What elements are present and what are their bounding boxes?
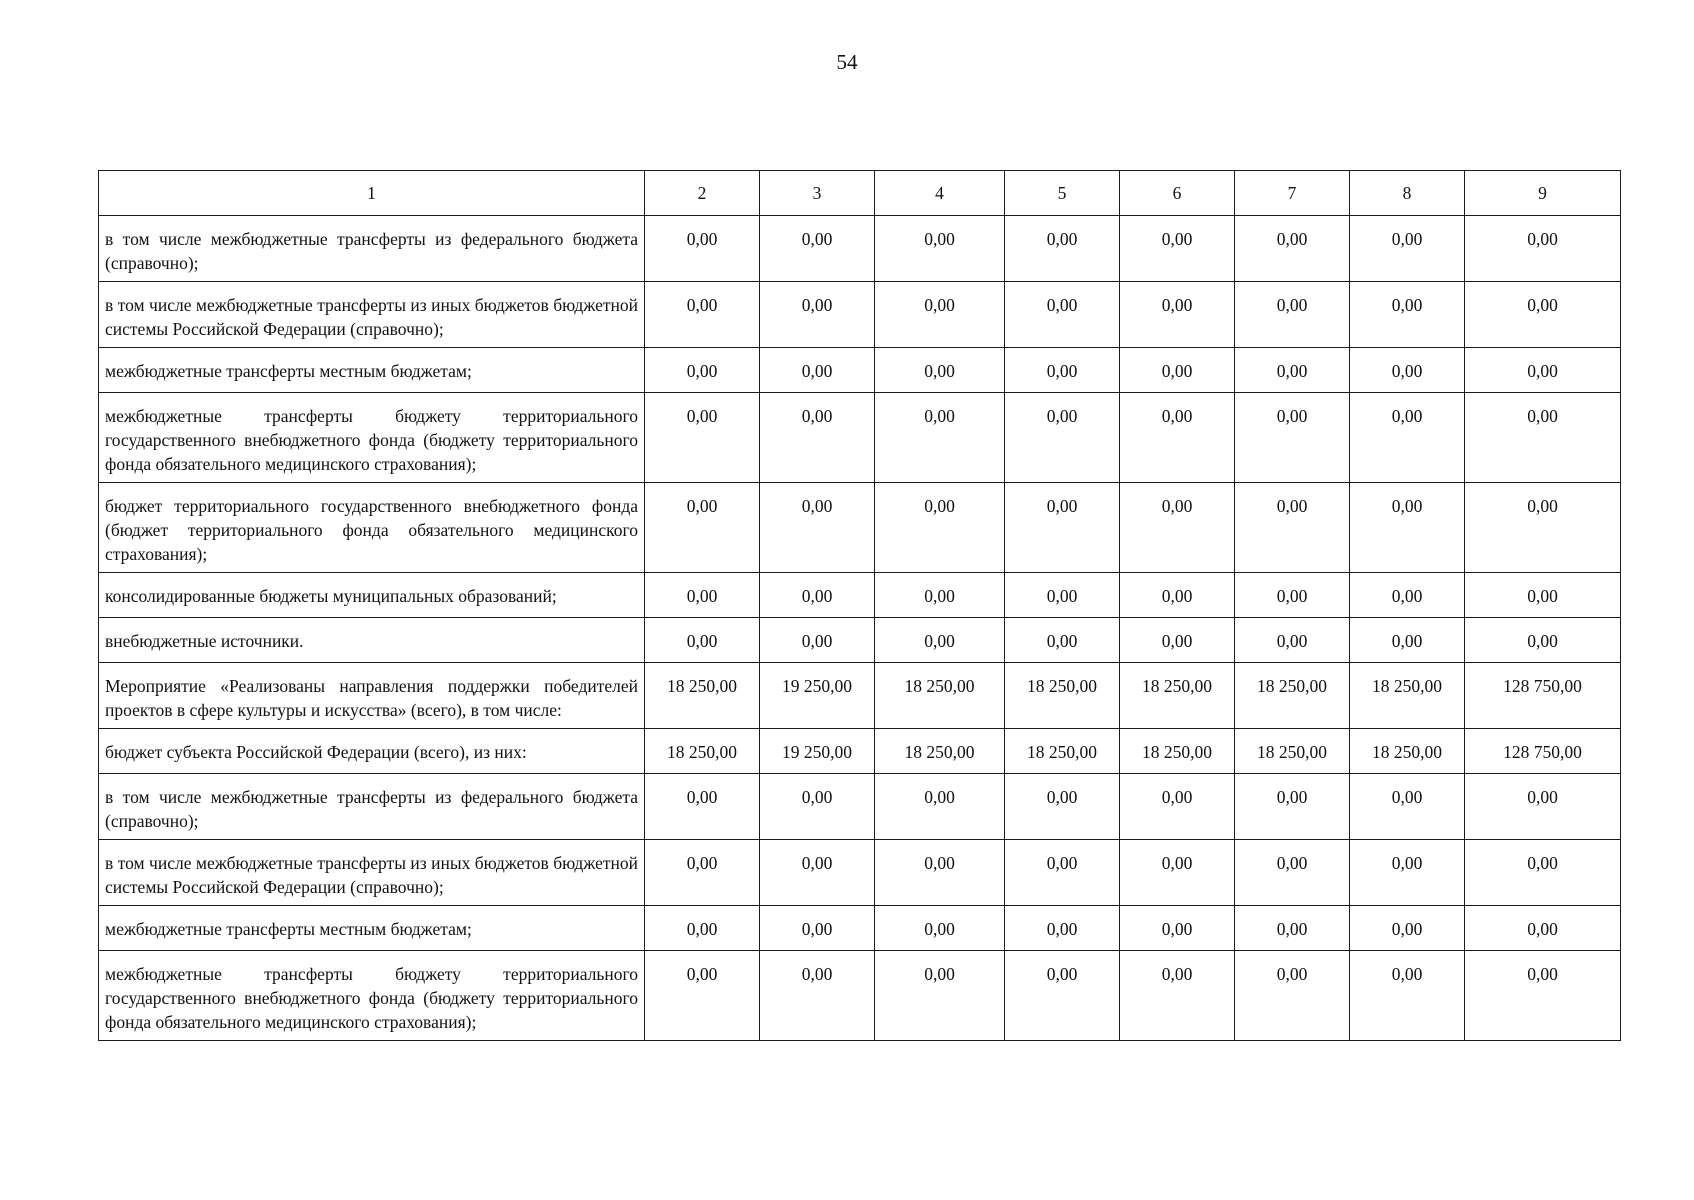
value-cell: 18 250,00 [645, 663, 760, 729]
row-label: бюджет субъекта Российской Федерации (всего), из них: [99, 729, 645, 774]
value-cell: 0,00 [1005, 573, 1120, 618]
value-cell: 0,00 [1235, 618, 1350, 663]
value-cell: 18 250,00 [1235, 663, 1350, 729]
value-cell: 0,00 [1235, 906, 1350, 951]
table-row [99, 906, 1621, 951]
value-cell: 128 750,00 [1465, 663, 1621, 729]
row-label: Мероприятие «Реализованы направления поддержки победителей проектов в сфере культуры и искусства» (всего), в том числе: [99, 663, 645, 729]
value-cell: 0,00 [760, 840, 875, 906]
value-cell: 0,00 [875, 216, 1005, 282]
row-label: в том числе межбюджетные трансферты из иных бюджетов бюджетной системы Российской Федерации (справочно); [99, 282, 645, 348]
row-label: внебюджетные источники. [99, 618, 645, 663]
value-cell: 0,00 [1235, 393, 1350, 483]
value-cell: 0,00 [875, 573, 1005, 618]
value-cell: 0,00 [875, 393, 1005, 483]
table-row [99, 840, 1621, 906]
value-cell: 0,00 [645, 774, 760, 840]
value-cell: 0,00 [760, 483, 875, 573]
value-cell: 18 250,00 [1120, 729, 1235, 774]
value-cell: 18 250,00 [1120, 663, 1235, 729]
value-cell: 0,00 [875, 348, 1005, 393]
value-cell: 0,00 [760, 906, 875, 951]
value-cell: 18 250,00 [645, 729, 760, 774]
value-cell: 0,00 [1235, 216, 1350, 282]
value-cell: 0,00 [1350, 483, 1465, 573]
row-label: межбюджетные трансферты бюджету территориального государственного внебюджетного фонда (бюджету территориального фонда обязательного медицинского страхования); [99, 951, 645, 1041]
value-cell: 0,00 [1120, 393, 1235, 483]
value-cell: 0,00 [645, 348, 760, 393]
value-cell: 0,00 [1465, 906, 1621, 951]
value-cell: 0,00 [1120, 774, 1235, 840]
value-cell: 0,00 [1005, 348, 1120, 393]
value-cell: 0,00 [1235, 840, 1350, 906]
value-cell: 0,00 [645, 573, 760, 618]
column-header: 6 [1120, 171, 1235, 216]
table-row [99, 573, 1621, 618]
value-cell: 0,00 [645, 393, 760, 483]
row-label: межбюджетные трансферты местным бюджетам; [99, 348, 645, 393]
column-header: 8 [1350, 171, 1465, 216]
value-cell: 0,00 [645, 906, 760, 951]
page-number: 54 [836, 50, 858, 74]
value-cell: 0,00 [875, 618, 1005, 663]
value-cell: 0,00 [760, 618, 875, 663]
value-cell: 0,00 [760, 951, 875, 1041]
value-cell: 0,00 [1235, 573, 1350, 618]
table-row [99, 348, 1621, 393]
value-cell: 0,00 [1005, 906, 1120, 951]
value-cell: 0,00 [1465, 216, 1621, 282]
table-row [99, 663, 1621, 729]
value-cell: 0,00 [1350, 840, 1465, 906]
value-cell: 0,00 [645, 951, 760, 1041]
value-cell: 0,00 [1005, 483, 1120, 573]
column-header: 5 [1005, 171, 1120, 216]
value-cell: 0,00 [1120, 840, 1235, 906]
table-row [99, 216, 1621, 282]
value-cell: 0,00 [760, 573, 875, 618]
value-cell: 0,00 [1235, 483, 1350, 573]
value-cell: 0,00 [1465, 393, 1621, 483]
value-cell: 0,00 [1350, 951, 1465, 1041]
value-cell: 0,00 [1005, 774, 1120, 840]
value-cell: 0,00 [1350, 216, 1465, 282]
row-label: межбюджетные трансферты местным бюджетам; [99, 906, 645, 951]
value-cell: 0,00 [1235, 774, 1350, 840]
value-cell: 0,00 [645, 840, 760, 906]
value-cell: 18 250,00 [1005, 663, 1120, 729]
value-cell: 0,00 [1120, 906, 1235, 951]
value-cell: 0,00 [1120, 348, 1235, 393]
value-cell: 0,00 [1005, 951, 1120, 1041]
column-header: 2 [645, 171, 760, 216]
value-cell: 0,00 [1465, 951, 1621, 1041]
row-label: в том числе межбюджетные трансферты из федерального бюджета (справочно); [99, 774, 645, 840]
header-row [99, 171, 1621, 216]
value-cell: 0,00 [875, 951, 1005, 1041]
value-cell: 128 750,00 [1465, 729, 1621, 774]
value-cell: 19 250,00 [760, 663, 875, 729]
value-cell: 0,00 [1005, 840, 1120, 906]
row-label: консолидированные бюджеты муниципальных образований; [99, 573, 645, 618]
value-cell: 0,00 [1005, 618, 1120, 663]
value-cell: 0,00 [875, 774, 1005, 840]
value-cell: 0,00 [1465, 573, 1621, 618]
value-cell: 0,00 [1005, 393, 1120, 483]
value-cell: 0,00 [645, 282, 760, 348]
table-row [99, 729, 1621, 774]
value-cell: 0,00 [1005, 282, 1120, 348]
value-cell: 0,00 [1350, 618, 1465, 663]
value-cell: 0,00 [1350, 573, 1465, 618]
value-cell: 0,00 [1465, 618, 1621, 663]
value-cell: 0,00 [1120, 573, 1235, 618]
value-cell: 0,00 [760, 348, 875, 393]
value-cell: 19 250,00 [760, 729, 875, 774]
value-cell: 0,00 [760, 774, 875, 840]
value-cell: 0,00 [1235, 951, 1350, 1041]
column-header: 4 [875, 171, 1005, 216]
value-cell: 0,00 [645, 618, 760, 663]
value-cell: 0,00 [1005, 216, 1120, 282]
value-cell: 0,00 [1465, 282, 1621, 348]
value-cell: 18 250,00 [875, 663, 1005, 729]
value-cell: 0,00 [1235, 282, 1350, 348]
value-cell: 0,00 [1350, 774, 1465, 840]
value-cell: 18 250,00 [875, 729, 1005, 774]
row-label: в том числе межбюджетные трансферты из иных бюджетов бюджетной системы Российской Федерации (справочно); [99, 840, 645, 906]
value-cell: 18 250,00 [1005, 729, 1120, 774]
value-cell: 0,00 [760, 282, 875, 348]
value-cell: 0,00 [875, 483, 1005, 573]
value-cell: 0,00 [645, 216, 760, 282]
value-cell: 0,00 [645, 483, 760, 573]
row-label: бюджет территориального государственного внебюджетного фонда (бюджет территориального фонда обязательного медицинского страхования); [99, 483, 645, 573]
value-cell: 0,00 [1465, 774, 1621, 840]
table-row [99, 483, 1621, 573]
value-cell: 0,00 [875, 282, 1005, 348]
column-header: 9 [1465, 171, 1621, 216]
value-cell: 0,00 [760, 216, 875, 282]
column-header: 1 [99, 171, 645, 216]
row-label: межбюджетные трансферты бюджету территориального государственного внебюджетного фонда (бюджету территориального фонда обязательного медицинского страхования); [99, 393, 645, 483]
value-cell: 0,00 [1465, 348, 1621, 393]
value-cell: 0,00 [1120, 282, 1235, 348]
table-row [99, 618, 1621, 663]
value-cell: 0,00 [1235, 348, 1350, 393]
value-cell: 0,00 [1120, 951, 1235, 1041]
value-cell: 0,00 [1350, 906, 1465, 951]
column-header: 3 [760, 171, 875, 216]
value-cell: 18 250,00 [1350, 729, 1465, 774]
budget-table [98, 170, 1621, 1041]
value-cell: 0,00 [875, 840, 1005, 906]
value-cell: 0,00 [1350, 348, 1465, 393]
value-cell: 18 250,00 [1235, 729, 1350, 774]
table-row [99, 393, 1621, 483]
value-cell: 18 250,00 [1350, 663, 1465, 729]
value-cell: 0,00 [1350, 282, 1465, 348]
value-cell: 0,00 [1350, 393, 1465, 483]
value-cell: 0,00 [1120, 216, 1235, 282]
value-cell: 0,00 [1465, 840, 1621, 906]
row-label: в том числе межбюджетные трансферты из федерального бюджета (справочно); [99, 216, 645, 282]
value-cell: 0,00 [1120, 618, 1235, 663]
value-cell: 0,00 [875, 906, 1005, 951]
value-cell: 0,00 [1120, 483, 1235, 573]
value-cell: 0,00 [760, 393, 875, 483]
table-row [99, 774, 1621, 840]
table-row [99, 282, 1621, 348]
table-row [99, 951, 1621, 1041]
column-header: 7 [1235, 171, 1350, 216]
value-cell: 0,00 [1465, 483, 1621, 573]
